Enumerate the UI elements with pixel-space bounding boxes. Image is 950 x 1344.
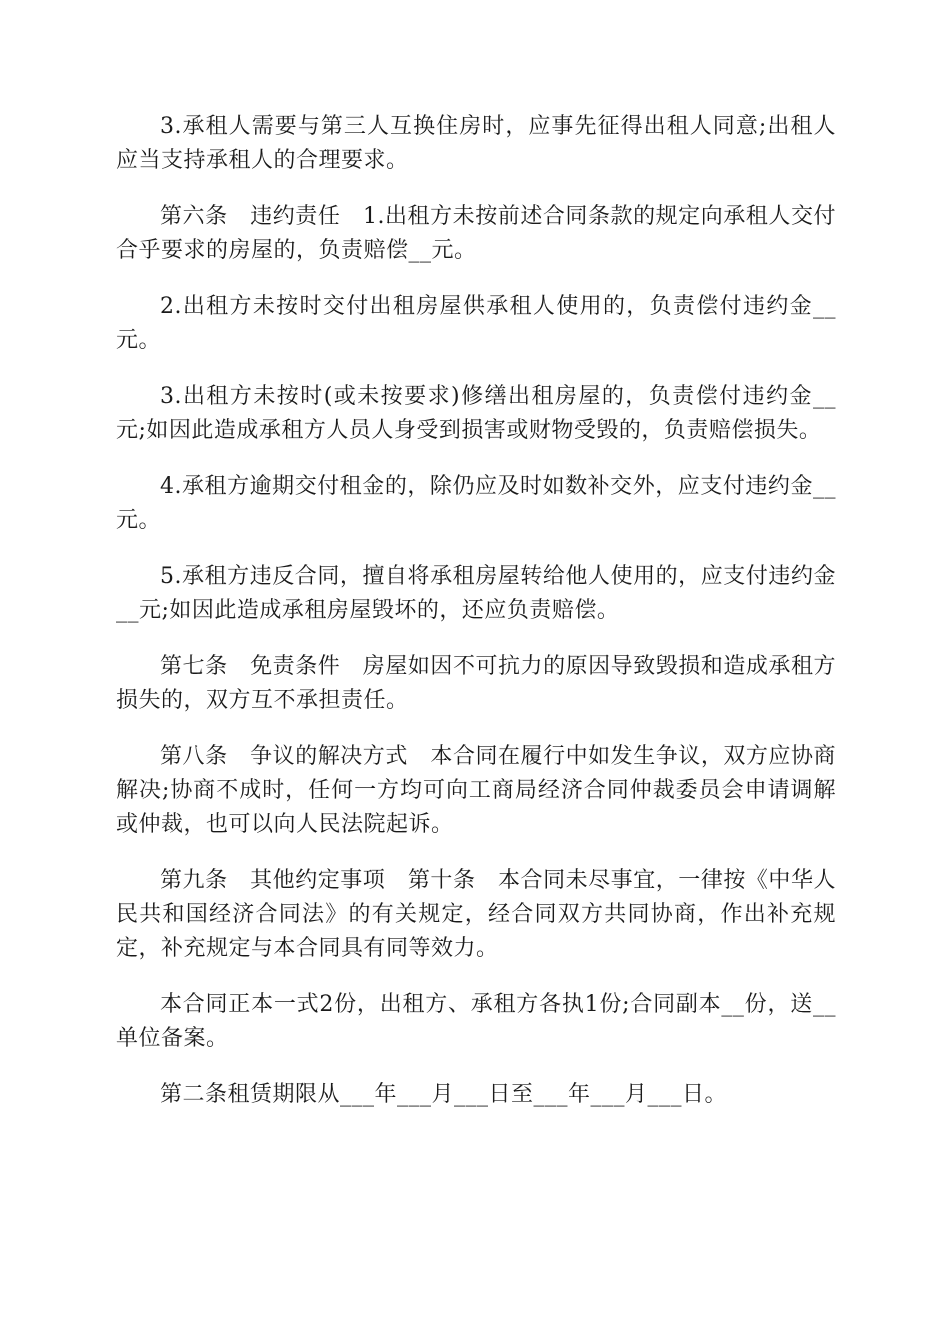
paragraph-article-8: 第八条 争议的解决方式 本合同在履行中如发生争议，双方应协商解决;协商不成时，任何一方均可向工商局经济合同仲裁委员会申请调解或仲裁，也可以向人民法院起诉。 <box>116 744 836 837</box>
paragraph-article-6-item-5: 5.承租方违反合同，擅自将承租房屋转给他人使用的，应支付违约金__元;如因此造成承租房屋毁坏的，还应负责赔偿。 <box>116 564 836 623</box>
paragraph-clause-5-3: 3.承租人需要与第三人互换住房时，应事先征得出租人同意;出租人应当支持承租人的合理要求。 <box>116 114 836 173</box>
document-page <box>116 110 836 1134</box>
paragraph-article-9-10: 第九条 其他约定事项 第十条 本合同未尽事宜，一律按《中华人民共和国经济合同法》的有关规定，经合同双方共同协商，作出补充规定，补充规定与本合同具有同等效力。 <box>116 868 836 961</box>
paragraph-article-6-item-1: 第六条 违约责任 1.出租方未按前述合同条款的规定向承租人交付合乎要求的房屋的，负责赔偿__元。 <box>116 204 836 263</box>
paragraph-copies: 本合同正本一式2份，出租方、承租方各执1份;合同副本__份，送__单位备案。 <box>116 992 836 1051</box>
paragraph-article-7: 第七条 免责条件 房屋如因不可抗力的原因导致毁损和造成承租方损失的，双方互不承担责任。 <box>116 654 836 713</box>
paragraph-article-2-term: 第二条租赁期限从___年___月___日至___年___月___日。 <box>160 1082 728 1107</box>
paragraph-article-6-item-3: 3.出租方未按时(或未按要求)修缮出租房屋的，负责偿付违约金__元;如因此造成承租方人员人身受到损害或财物受毁的，负责赔偿损失。 <box>116 384 836 443</box>
paragraph-article-6-item-2: 2.出租方未按时交付出租房屋供承租人使用的，负责偿付违约金__元。 <box>116 294 836 353</box>
paragraph-article-6-item-4: 4.承租方逾期交付租金的，除仍应及时如数补交外，应支付违约金__元。 <box>116 474 836 533</box>
